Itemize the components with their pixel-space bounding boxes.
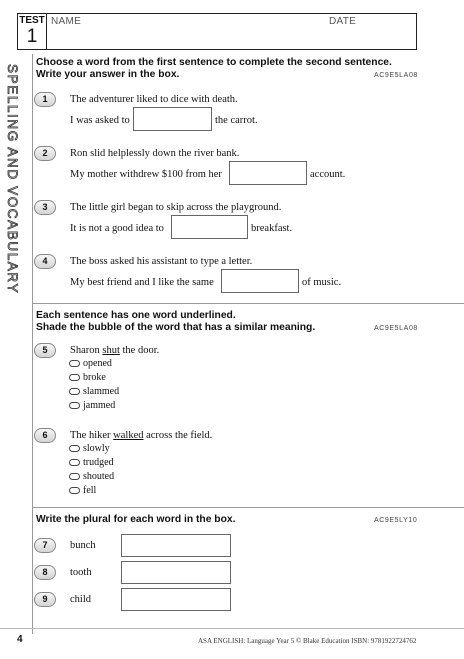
question-2-sentence: Ron slid helplessly down the river bank.: [70, 148, 240, 159]
question-6-option-3[interactable]: [69, 471, 114, 483]
question-5-option-3[interactable]: [69, 386, 119, 398]
question-number-7: 7: [34, 538, 56, 553]
option-label: fell: [83, 485, 97, 496]
question-8-answer-box[interactable]: [121, 561, 231, 584]
question-number-4: 4: [34, 254, 56, 269]
section2-instruction-2: Shade the bubble of the word that has a similar meaning.: [36, 322, 316, 333]
option-label: broke: [83, 372, 106, 383]
question-3-sentence: The little girl began to skip across the playground.: [70, 202, 282, 213]
question-2-prompt-after: account.: [310, 169, 346, 180]
question-1-prompt-before: I was asked to: [70, 115, 130, 126]
option-label: jammed: [83, 400, 116, 411]
option-label: opened: [83, 358, 112, 369]
question-6-sentence-start: The hiker: [70, 430, 114, 441]
question-3-prompt-after: breakfast.: [251, 223, 293, 234]
section1-instruction-1: Choose a word from the first sentence to complete the second sentence.: [36, 57, 392, 68]
question-6-option-4[interactable]: [69, 485, 96, 497]
option-label: trudged: [83, 457, 114, 468]
section-divider-1: [33, 303, 464, 304]
answer-bubble[interactable]: [69, 473, 80, 480]
question-number-9: 9: [34, 592, 56, 607]
answer-bubble[interactable]: [69, 459, 80, 466]
question-6-option-2[interactable]: [69, 457, 114, 469]
question-4-prompt-after: of music.: [302, 277, 342, 288]
question-5-underlined-word: shut: [102, 345, 120, 356]
question-9-word: child: [70, 594, 91, 605]
question-5-option-1[interactable]: [69, 358, 112, 370]
question-number-8: 8: [34, 565, 56, 580]
question-3-prompt-before: It is not a good idea to: [70, 223, 164, 234]
question-7-word: bunch: [70, 540, 96, 551]
question-9-answer-box[interactable]: [121, 588, 231, 611]
question-4-answer-box[interactable]: [221, 269, 299, 293]
question-1-prompt-after: the carrot.: [215, 115, 258, 126]
option-label: shouted: [83, 471, 115, 482]
question-5-sentence-start: Sharon: [70, 345, 103, 356]
page-number: 4: [17, 634, 23, 645]
answer-bubble[interactable]: [69, 445, 80, 452]
question-number-3: 3: [34, 200, 56, 215]
answer-bubble[interactable]: [69, 360, 80, 367]
question-6-sentence-end: across the field.: [143, 430, 213, 441]
question-number-2: 2: [34, 146, 56, 161]
test-number: 1: [26, 26, 38, 47]
side-section-label: SPELLING AND VOCABULARY: [5, 64, 20, 295]
question-4-sentence: The boss asked his assistant to type a letter.: [70, 256, 253, 267]
question-7-answer-box[interactable]: [121, 534, 231, 557]
question-4-prompt-before: My best friend and I like the same: [70, 277, 214, 288]
option-label: slammed: [83, 386, 120, 397]
question-5-option-4[interactable]: [69, 400, 115, 412]
section1-code: AC9E5LA08: [374, 72, 418, 79]
answer-bubble[interactable]: [69, 388, 80, 395]
question-5-sentence-end: the door.: [119, 345, 160, 356]
question-6-underlined-word: walked: [113, 430, 144, 441]
question-6-option-1[interactable]: [69, 443, 110, 455]
footer-rule: [0, 628, 464, 629]
question-8-word: tooth: [70, 567, 92, 578]
question-number-1: 1: [34, 92, 56, 107]
name-date-box[interactable]: [47, 13, 417, 50]
section3-instruction: Write the plural for each word in the box.: [36, 514, 236, 525]
section3-code: AC9E5LY10: [374, 517, 418, 524]
answer-bubble[interactable]: [69, 487, 80, 494]
footer-credit: ASA ENGLISH: Language Year 5 © Blake Education ISBN: 9781922724762: [198, 637, 417, 645]
answer-bubble[interactable]: [69, 374, 80, 381]
test-label: TEST: [19, 15, 45, 26]
date-label: DATE: [329, 16, 357, 27]
question-5-option-2[interactable]: [69, 372, 106, 384]
test-number-box: [17, 13, 47, 50]
question-number-5: 5: [34, 343, 56, 358]
section2-instruction-1: Each sentence has one word underlined.: [36, 310, 236, 321]
option-label: slowly: [83, 443, 110, 454]
name-label: NAME: [51, 16, 82, 27]
question-1-sentence: The adventurer liked to dice with death.: [70, 94, 238, 105]
question-2-prompt-before: My mother withdrew $100 from her: [70, 169, 222, 180]
section-divider-2: [33, 507, 464, 508]
question-1-answer-box[interactable]: [133, 107, 212, 131]
question-number-6: 6: [34, 428, 56, 443]
question-2-answer-box[interactable]: [229, 161, 307, 185]
question-5-sentence: [70, 344, 159, 357]
section1-instruction-2: Write your answer in the box.: [36, 69, 180, 80]
answer-bubble[interactable]: [69, 402, 80, 409]
question-6-sentence: [70, 429, 212, 442]
question-3-answer-box[interactable]: [171, 215, 248, 239]
section2-code: AC9E5LA08: [374, 325, 418, 332]
